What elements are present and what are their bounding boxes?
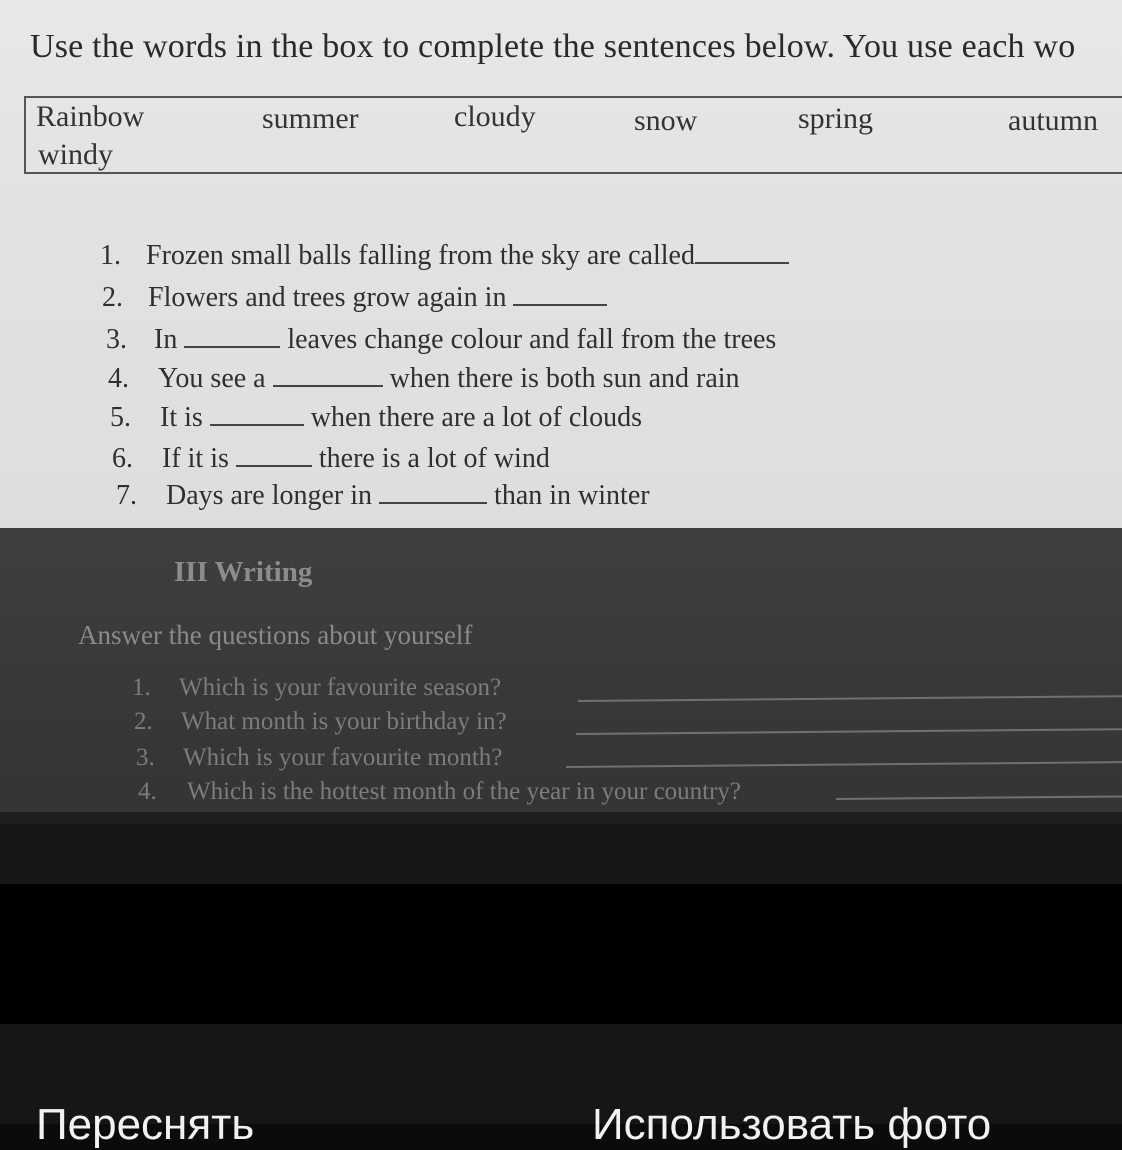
sentence-4 <box>108 361 740 395</box>
answer-blank <box>379 478 487 504</box>
question-3 <box>136 744 502 772</box>
sentence-text-after: leaves change colour and fall from the trees <box>287 324 777 355</box>
monitor-bezel <box>0 824 1122 884</box>
word-windy: windy <box>38 138 113 171</box>
sentence-7 <box>116 478 650 512</box>
question-text: What month is your birthday in? <box>181 708 507 735</box>
word-box <box>24 96 1122 174</box>
sentence-text: Flowers and trees grow again in <box>148 282 507 313</box>
sentence-1 <box>100 238 789 272</box>
sentence-2 <box>102 280 607 314</box>
word-autumn: autumn <box>1008 104 1098 137</box>
sentence-text: In <box>154 324 178 355</box>
question-text: Which is your favourite season? <box>179 674 502 701</box>
question-text: Which is your favourite month? <box>183 744 503 771</box>
question-2 <box>134 708 507 736</box>
sentence-number: 6. <box>112 443 133 474</box>
use-photo-button[interactable]: Использовать фото <box>592 1100 992 1149</box>
word-summer: summer <box>262 102 359 135</box>
sentence-text: If it is <box>162 443 229 474</box>
question-text: Which is the hottest month of the year in your country? <box>187 778 742 805</box>
sentence-text: Frozen small balls falling from the sky are called <box>146 240 695 271</box>
question-number: 4. <box>138 778 157 805</box>
word-cloudy: cloudy <box>454 100 536 133</box>
dark-band <box>0 884 1122 1024</box>
word-snow: snow <box>634 104 698 137</box>
word-rainbow: Rainbow <box>36 100 145 133</box>
answer-blank <box>210 400 304 426</box>
sentence-number: 7. <box>116 480 137 511</box>
sentence-text: It is <box>160 402 203 433</box>
answer-blank <box>184 322 280 348</box>
sentence-number: 2. <box>102 282 123 313</box>
writing-section-title: III Writing <box>174 556 313 588</box>
answer-blank <box>236 441 312 467</box>
sentence-3 <box>106 322 776 356</box>
sentence-number: 4. <box>108 363 129 394</box>
sentence-number: 5. <box>110 402 131 433</box>
question-number: 2. <box>134 708 153 735</box>
sentence-number: 3. <box>106 324 127 355</box>
word-spring: spring <box>798 102 873 135</box>
sentence-text-after: there is a lot of wind <box>318 443 550 474</box>
answer-blank <box>513 280 607 306</box>
sentence-number: 1. <box>100 240 121 271</box>
writing-instruction: Answer the questions about yourself <box>78 620 473 650</box>
sentence-text: Days are longer in <box>166 480 373 511</box>
sentence-text-after: when there is both sun and rain <box>389 363 740 394</box>
screen-edge <box>0 812 1122 824</box>
exercise-instruction: Use the words in the box to complete the sentences below. You use each wo <box>30 28 1076 65</box>
worksheet-shadow-area <box>0 528 1122 818</box>
sentence-6 <box>112 441 550 475</box>
sentence-text-after: than in winter <box>494 480 650 511</box>
answer-blank <box>273 361 383 387</box>
sentence-text: You see a <box>158 363 266 394</box>
sentence-5 <box>110 400 642 434</box>
sentence-text-after: when there are a lot of clouds <box>310 402 642 433</box>
question-1 <box>132 674 501 702</box>
question-4 <box>138 778 741 806</box>
question-number: 3. <box>136 744 155 771</box>
answer-blank <box>695 238 789 264</box>
retake-button[interactable]: Переснять <box>36 1100 255 1149</box>
question-number: 1. <box>132 674 151 701</box>
